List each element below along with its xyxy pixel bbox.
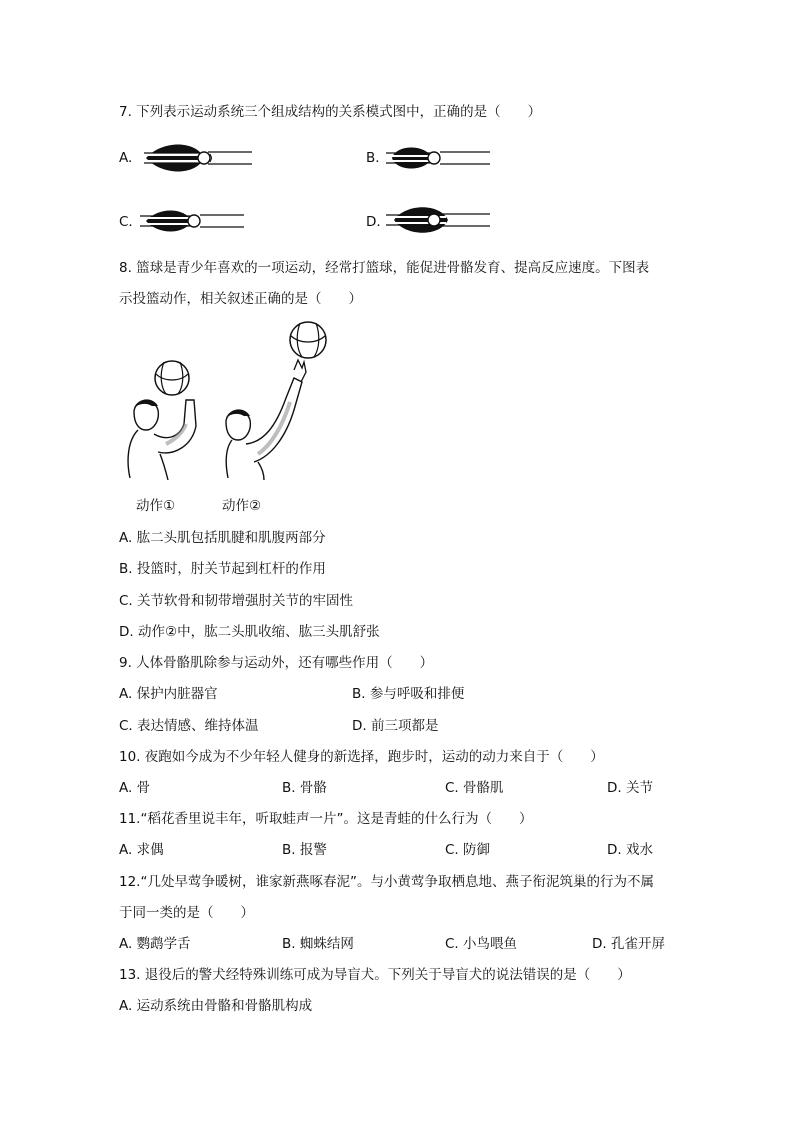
- q11-option-c: C. 防御: [445, 842, 491, 858]
- q11-stem: 11.“稻花香里说丰年，听取蛙声一片”。这是青蛙的什么行为（ ）: [119, 811, 533, 827]
- q13-option-a: A. 运动系统由骨骼和骨骼肌构成: [119, 998, 313, 1014]
- q7-option-b-label: B.: [366, 150, 380, 166]
- q9-option-b: B. 参与呼吸和排便: [352, 686, 465, 702]
- q8-stem-line1: 8. 篮球是青少年喜欢的一项运动，经常打篮球，能促进骨骼发育、提高反应速度。下图表: [119, 260, 650, 276]
- q11-option-d: D. 戏水: [607, 842, 653, 858]
- q13-stem: 13. 退役后的警犬经特殊训练可成为导盲犬。下列关于导盲犬的说法错误的是（ ）: [119, 967, 631, 983]
- q12-option-a: A. 鹦鹉学舌: [119, 936, 191, 952]
- q8-option-d: D. 动作②中，肱二头肌收缩、肱三头肌舒张: [119, 624, 380, 640]
- q7-option-c-diagram: [140, 205, 246, 237]
- q11-option-a: A. 求偶: [119, 842, 164, 858]
- q8-stem-line2: 示投篮动作，相关叙述正确的是（ ）: [119, 291, 362, 307]
- q12-stem-line2: 于同一类的是（ ）: [119, 905, 254, 921]
- q12-option-b: B. 蜘蛛结网: [282, 936, 354, 952]
- q9-option-a: A. 保护内脏器官: [119, 686, 218, 702]
- q7-option-a-label: A.: [119, 150, 133, 166]
- q8-figure-action2: [224, 318, 334, 480]
- q10-option-d: D. 关节: [607, 780, 653, 796]
- q7-option-b-diagram: [386, 142, 492, 174]
- q7-option-a-diagram: [142, 142, 254, 174]
- q7-option-d-label: D.: [366, 214, 381, 230]
- q8-caption-action2: 动作②: [222, 498, 262, 514]
- q12-option-d: D. 孔雀开屏: [592, 936, 665, 952]
- q9-option-c: C. 表达情感、维持体温: [119, 718, 259, 734]
- q8-option-b: B. 投篮时，肘关节起到杠杆的作用: [119, 561, 326, 577]
- q12-option-c: C. 小鸟喂鱼: [445, 936, 518, 952]
- q10-option-b: B. 骨骼: [282, 780, 327, 796]
- q8-option-c: C. 关节软骨和韧带增强肘关节的牢固性: [119, 593, 354, 609]
- q11-option-b: B. 报警: [282, 842, 327, 858]
- q10-option-c: C. 骨骼肌: [445, 780, 504, 796]
- q10-option-a: A. 骨: [119, 780, 151, 796]
- q8-figure-action1: [124, 360, 216, 480]
- q7-option-c-label: C.: [119, 214, 133, 230]
- q10-stem: 10. 夜跑如今成为不少年轻人健身的新选择，跑步时，运动的动力来自于（ ）: [119, 749, 604, 765]
- q9-stem: 9. 人体骨骼肌除参与运动外，还有哪些作用（ ）: [119, 655, 434, 671]
- q8-caption-action1: 动作①: [136, 498, 176, 514]
- q8-option-a: A. 肱二头肌包括肌腱和肌腹两部分: [119, 530, 326, 546]
- q7-option-d-diagram: [386, 203, 492, 237]
- q9-option-d: D. 前三项都是: [352, 718, 439, 734]
- q7-stem: 7. 下列表示运动系统三个组成结构的关系模式图中，正确的是（ ）: [119, 104, 542, 120]
- q12-stem-line1: 12.“几处早莺争暖树，谁家新燕啄春泥”。与小黄莺争取栖息地、燕子衔泥筑巢的行为不属: [119, 874, 654, 890]
